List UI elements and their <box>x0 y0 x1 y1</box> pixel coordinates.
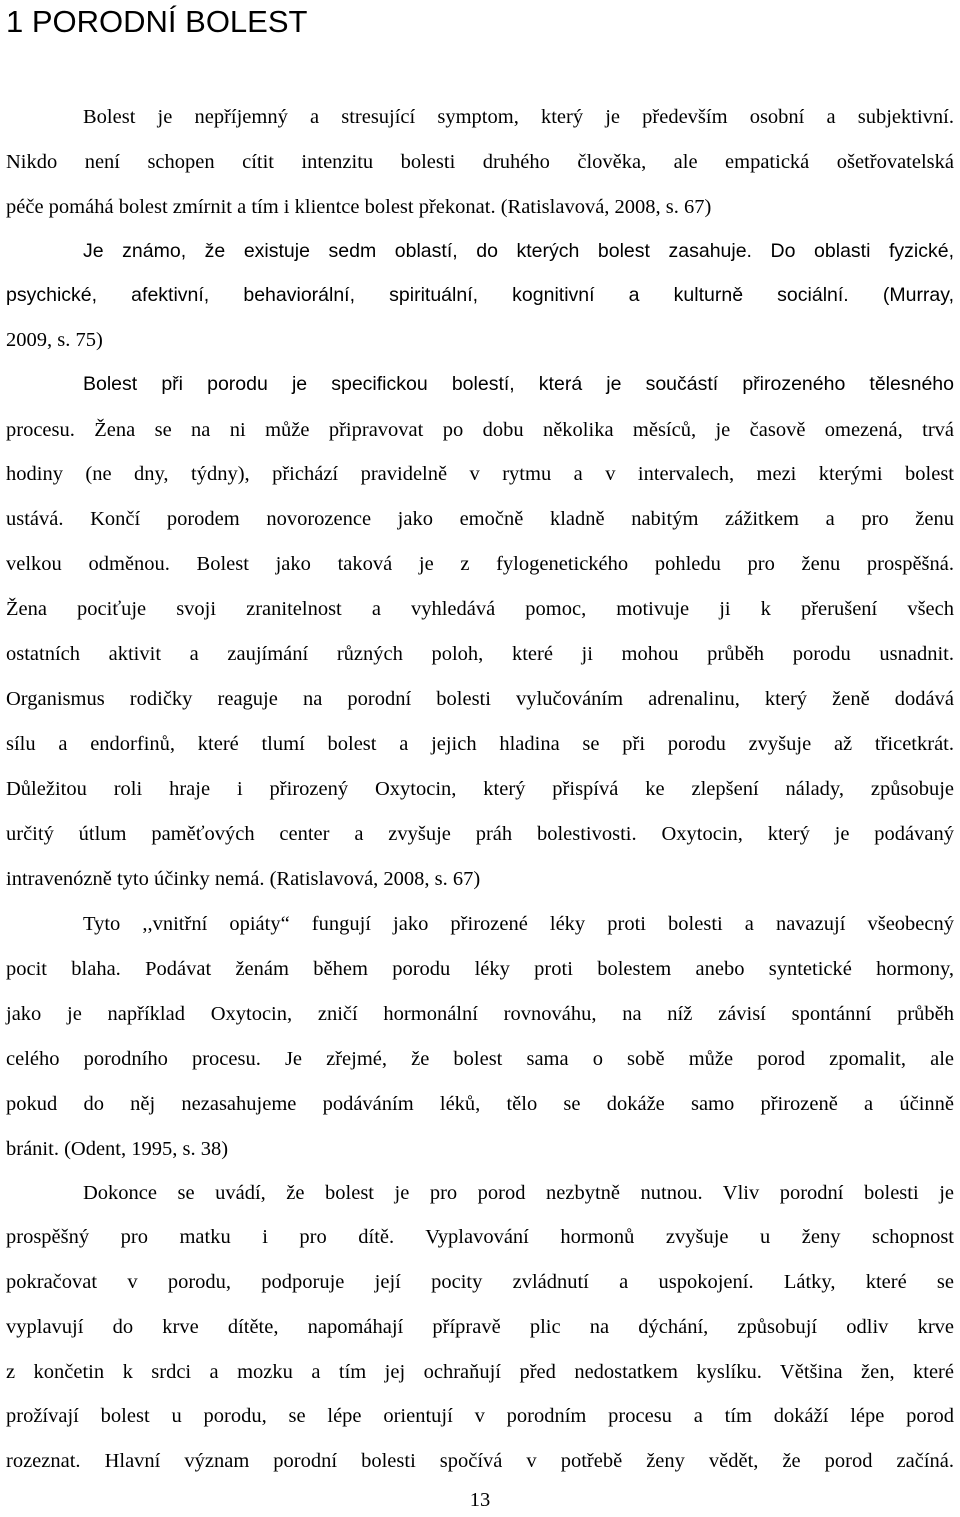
text-line: prožívají bolest u porodu, se lépe orientují v porodním procesu a tím dokáží lépe porod <box>6 1405 954 1427</box>
page-number: 13 <box>469 1489 491 1511</box>
text-line: pokračovat v porodu, podporuje její pocity zvládnutí a uspokojení. Látky, které se <box>6 1271 954 1293</box>
text-line: pocit blaha. Podávat ženám během porodu léky proti bolestem anebo syntetické hormony, <box>6 958 954 980</box>
text-line: pokud do něj nezasahujeme podáváním léků, tělo se dokáže samo přirozeně a účinně <box>6 1093 954 1115</box>
text-line: Dokonce se uvádí, že bolest je pro porod nezbytně nutnou. Vliv porodní bolesti je <box>83 1182 954 1204</box>
text-line: ustává. Končí porodem novorozence jako emočně kladně nabitým zážitkem a pro ženu <box>6 508 954 530</box>
text-line: hodiny (ne dny, týdny), přichází pravidelně v rytmu a v intervalech, mezi kterými bolest <box>6 463 954 485</box>
text-line: péče pomáhá bolest zmírnit a tím i klientce bolest překonat. (Ratislavová, 2008, s. 67) <box>6 196 712 218</box>
text-line: vyplavují do krve dítěte, napomáhají přípravě plic na dýchání, způsobují odliv krve <box>6 1316 954 1338</box>
chapter-heading: 1 PORODNÍ BOLEST <box>6 4 308 39</box>
text-line: prospěšný pro matku i pro dítě. Vyplavování hormonů zvyšuje u ženy schopnost <box>6 1226 954 1248</box>
text-line: jako je například Oxytocin, zničí hormonální rovnováhu, na níž závisí spontánní průběh <box>6 1003 954 1025</box>
text-line: Nikdo není schopen cítit intenzitu bolesti druhého člověka, ale empatická ošetřovatelská <box>6 151 954 173</box>
text-line: Důležitou roli hraje i přirozený Oxytocin, který přispívá ke zlepšení nálady, způsobuje <box>6 778 954 800</box>
text-line: Je známo, že existuje sedm oblastí, do kterých bolest zasahuje. Do oblasti fyzické, <box>83 240 954 262</box>
text-line: intravenózně tyto účinky nemá. (Ratislavová, 2008, s. 67) <box>6 868 481 890</box>
text-line: rozeznat. Hlavní význam porodní bolesti spočívá v potřebě ženy vědět, že porod začíná. <box>6 1450 954 1472</box>
text-line: Organismus rodičky reaguje na porodní bolesti vylučováním adrenalinu, který ženě dodává <box>6 688 954 710</box>
text-line: Tyto ,,vnitřní opiáty“ fungují jako přirozené léky proti bolesti a navazují všeobecný <box>83 913 954 935</box>
text-line: ostatních aktivit a zaujímání různých poloh, které ji mohou průběh porodu usnadnit. <box>6 643 954 665</box>
text-line: 2009, s. 75) <box>6 329 103 351</box>
text-line: Žena pociťuje svoji zranitelnost a vyhledává pomoc, motivuje ji k přerušení všech <box>6 598 954 620</box>
text-line: celého porodního procesu. Je zřejmé, že bolest sama o sobě může porod zpomalit, ale <box>6 1048 954 1070</box>
text-line: velkou odměnou. Bolest jako taková je z fylogenetického pohledu pro ženu prospěšná. <box>6 553 954 575</box>
text-line: z končetin k srdci a mozku a tím jej ochraňují před nedostatkem kyslíku. Většina žen, které <box>6 1361 954 1383</box>
text-line: bránit. (Odent, 1995, s. 38) <box>6 1138 229 1160</box>
text-line: Bolest při porodu je specifickou bolestí, která je součástí přirozeného tělesného <box>83 373 954 395</box>
text-line: psychické, afektivní, behaviorální, spirituální, kognitivní a kulturně sociální. (Murray, <box>6 284 954 306</box>
text-line: určitý útlum paměťových center a zvyšuje práh bolestivosti. Oxytocin, který je podávaný <box>6 823 954 845</box>
text-line: Bolest je nepříjemný a stresující symptom, který je především osobní a subjektivní. <box>83 106 954 128</box>
text-line: procesu. Žena se na ni může připravovat po dobu několika měsíců, je časově omezená, trvá <box>6 419 954 441</box>
text-line: sílu a endorfinů, které tlumí bolest a jejich hladina se při porodu zvyšuje až třicetkrát. <box>6 733 954 755</box>
